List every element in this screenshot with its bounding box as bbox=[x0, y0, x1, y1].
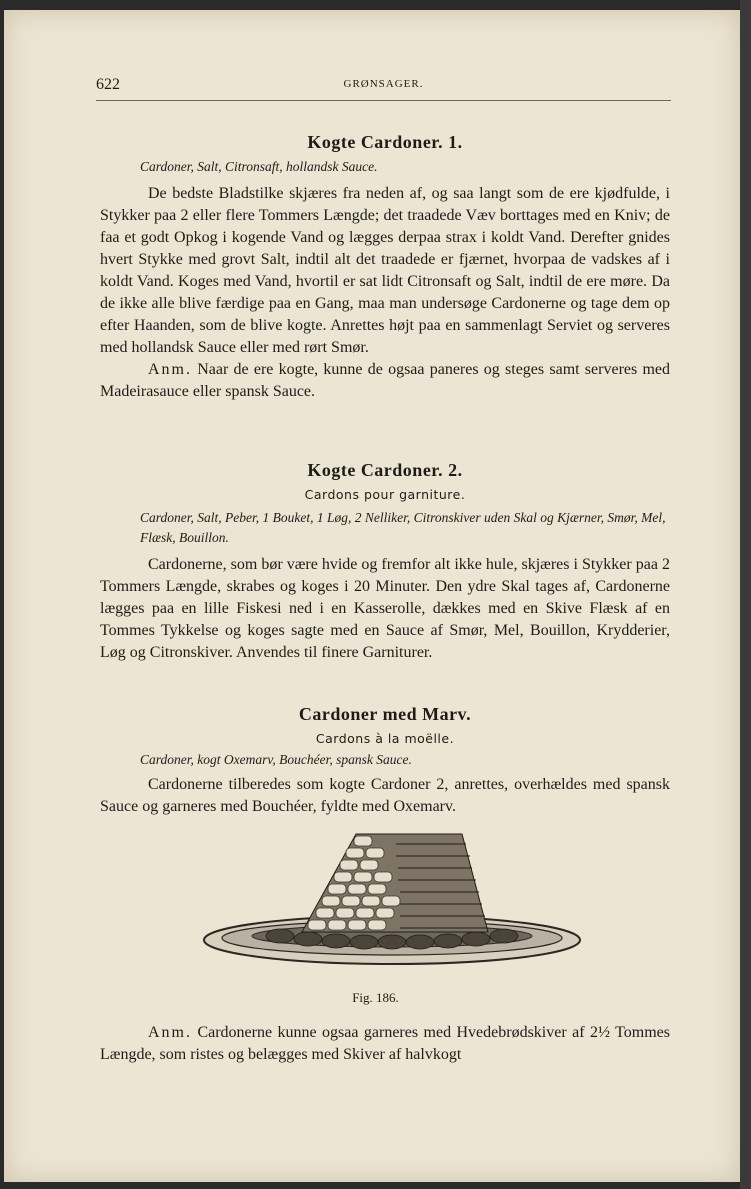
note-text: Cardonerne kunne ogsaa garneres med Hvedebrødskiver af 2½ Tommes Længde, som ristes og belægges med Skiver af halvkogt bbox=[100, 1024, 670, 1063]
recipe-subtitle: Cardons à la moëlle. bbox=[315, 731, 455, 746]
recipe-subtitle: Cardons pour garniture. bbox=[304, 487, 466, 502]
note-label: Anm. bbox=[148, 1024, 192, 1041]
recipe-ingredients: Cardoner, Salt, Peber, 1 Bouket, 1 Løg, 2 Nelliker, Citronskiver uden Skal og Kjærner, Smør, Mel, Flæsk, Bouillon. bbox=[140, 510, 666, 545]
note-label: Anm. bbox=[148, 361, 192, 378]
recipe-body: De bedste Bladstilke skjæres fra neden af, og saa langt som de ere kjødfulde, i Stykker paa 2 eller flere Tommers Længde; det traadede Væv borttages med en Kniv; de faa et godt Opkog i kogende Vand og lægges derpaa strax i koldt Vand. Derefter gnides hvert Stykke med grovt Salt, indtil alt det traadede er fjærnet, hvorpaa de vadskes af i koldt Vand. Koges med Vand, hvortil er sat lidt Citronsaft og Salt, indtil de ere møre. Da de ikke alle blive færdige paa en Gang, maa man undersøge Cardonerne og tage dem op efter Haanden, som de blive kogte. Anrettes højt paa en sammenlagt Serviet og serveres med hollandsk Sauce eller med rørt Smør. bbox=[100, 185, 670, 356]
cardoon-dish-illustration bbox=[200, 828, 584, 978]
recipe-2 bbox=[100, 460, 670, 664]
book-edge bbox=[740, 0, 751, 1189]
recipe-3 bbox=[100, 704, 670, 818]
recipe-title: Kogte Cardoner. 2. bbox=[307, 460, 463, 480]
running-title: GRØNSAGER. bbox=[343, 78, 424, 90]
closing-note bbox=[100, 1022, 670, 1066]
recipe-body: Cardonerne, som bør være hvide og fremfor alt ikke hule, skjæres i Stykker paa 2 Tommers Længde, skrabes og koges i 20 Minuter. Den ydre Skal tages af, Cardonerne lægges paa en lille Fiskesi ned i en Kasserolle, dækkes med en Skive Flæsk af en Tommes Tykkelse og koges sagte med en Sauce af Smør, Mel, Bouillon, Krydderier, Løg og Citronskiver. Anvendes til finere Garniturer. bbox=[100, 556, 670, 661]
recipe-1 bbox=[100, 132, 670, 403]
recipe-title: Cardoner med Marv. bbox=[298, 704, 472, 724]
recipe-ingredients: Cardoner, Salt, Citronsaft, hollandsk Sauce. bbox=[140, 159, 378, 174]
running-header bbox=[96, 76, 671, 101]
note-text: Naar de ere kogte, kunne de ogsaa paneres og steges samt serveres med Madeirasauce eller spansk Sauce. bbox=[100, 361, 670, 400]
recipe-body: Cardonerne tilberedes som kogte Cardoner 2, anrettes, overhældes med spansk Sauce og garneres med Bouchéer, fyldte med Oxemarv. bbox=[100, 776, 670, 815]
recipe-title: Kogte Cardoner. 1. bbox=[307, 132, 463, 152]
page-number: 622 bbox=[96, 76, 120, 93]
recipe-note bbox=[100, 359, 670, 403]
recipe-ingredients: Cardoner, kogt Oxemarv, Bouchéer, spansk Sauce. bbox=[140, 752, 412, 767]
figure-caption: Fig. 186. bbox=[352, 990, 399, 1005]
